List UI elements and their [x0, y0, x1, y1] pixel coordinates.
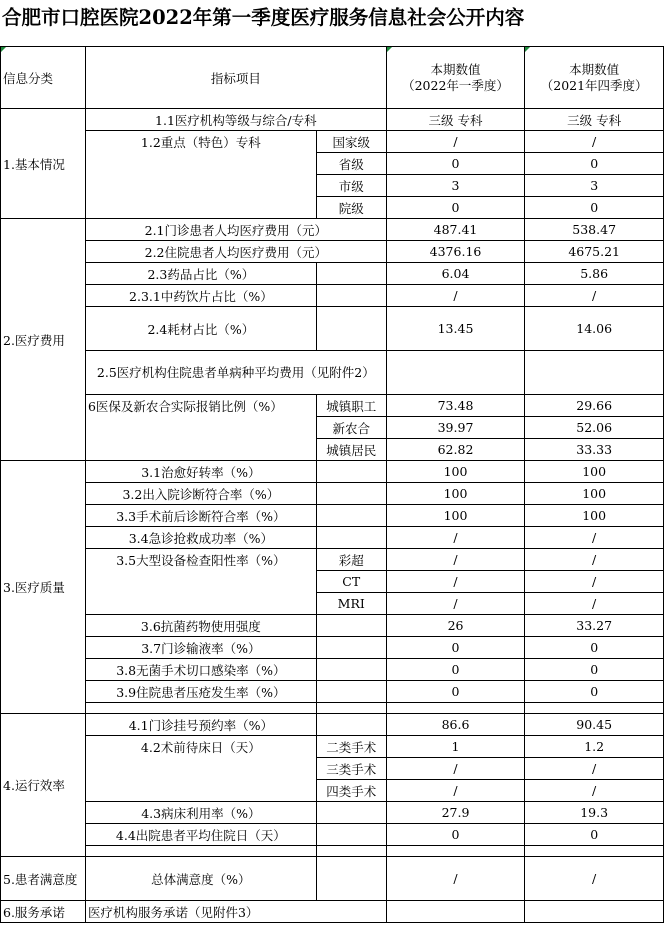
empty-cell [316, 505, 386, 527]
empty-cell [316, 846, 386, 857]
sub-label: 省级 [316, 153, 386, 175]
empty-cell [316, 637, 386, 659]
table-row [1, 824, 664, 846]
sub-label: MRI [316, 593, 386, 615]
indicator-label: 3.9住院患者压疮发生率（%） [85, 681, 316, 703]
table-row [1, 351, 664, 395]
current-value: 73.48 [386, 395, 525, 417]
table-row [1, 615, 664, 637]
sub-label: 市级 [316, 175, 386, 197]
previous-value: 5.86 [525, 263, 664, 285]
table-row [1, 549, 664, 571]
empty-cell [316, 307, 386, 351]
category-cell: 3.医疗质量 [1, 461, 86, 714]
previous-value: 0 [525, 197, 664, 219]
header-current-period: （2022年一季度） [402, 77, 509, 93]
current-value: 62.82 [386, 439, 525, 461]
current-value: 0 [386, 824, 525, 846]
current-value [386, 351, 525, 395]
previous-value: 33.33 [525, 439, 664, 461]
header-row [1, 47, 664, 109]
previous-value: 1.2 [525, 736, 664, 758]
empty-cell [386, 846, 525, 857]
table-row [1, 219, 664, 241]
current-value: 100 [386, 461, 525, 483]
previous-value: / [525, 285, 664, 307]
current-value: 1 [386, 736, 525, 758]
current-value: 4376.16 [386, 241, 525, 263]
current-value: 0 [386, 197, 525, 219]
empty-cell [316, 461, 386, 483]
indicator-label: 2.3.1中药饮片占比（%） [85, 285, 316, 307]
indicator-label: 2.5医疗机构住院患者单病种平均费用（见附件2） [85, 351, 386, 395]
previous-value [525, 901, 664, 923]
sub-label: 城镇居民 [316, 439, 386, 461]
sub-label: 二类手术 [316, 736, 386, 758]
indicator-label: 3.5大型设备检查阳性率（%） [85, 549, 316, 615]
header-current-label: 本期数值 [430, 61, 481, 77]
table-row [1, 802, 664, 824]
current-value: / [386, 527, 525, 549]
table-row [1, 109, 664, 131]
indicator-label: 6医保及新农合实际报销比例（%） [85, 395, 316, 461]
empty-cell [316, 824, 386, 846]
empty-cell [316, 703, 386, 714]
category-cell: 2.医疗费用 [1, 219, 86, 461]
current-value: 86.6 [386, 714, 525, 736]
empty-cell [85, 703, 316, 714]
previous-value: 29.66 [525, 395, 664, 417]
previous-value: / [525, 758, 664, 780]
indicator-label: 3.3手术前后诊断符合率（%） [85, 505, 316, 527]
previous-value: 14.06 [525, 307, 664, 351]
previous-value: / [525, 857, 664, 901]
previous-value: 三级 专科 [525, 109, 664, 131]
indicator-label: 4.4出院患者平均住院日（天） [85, 824, 316, 846]
header-previous-period: （2021年四季度） [540, 77, 648, 93]
indicator-label: 医疗机构服务承诺（见附件3） [85, 901, 386, 923]
previous-value: 538.47 [525, 219, 664, 241]
category-cell: 5.患者满意度 [1, 857, 86, 901]
previous-value: 100 [525, 461, 664, 483]
current-value: / [386, 285, 525, 307]
previous-value: 0 [525, 153, 664, 175]
table-row [1, 241, 664, 263]
indicator-label: 4.2术前待床日（天） [85, 736, 316, 802]
table-row [1, 285, 664, 307]
table-row [1, 637, 664, 659]
current-value: 0 [386, 153, 525, 175]
empty-cell [525, 703, 664, 714]
table-row [1, 857, 664, 901]
indicator-label: 总体满意度（%） [85, 857, 316, 901]
previous-value: / [525, 571, 664, 593]
indicator-label: 3.8无菌手术切口感染率（%） [85, 659, 316, 681]
empty-cell [316, 527, 386, 549]
header-previous [525, 47, 664, 109]
previous-value: 3 [525, 175, 664, 197]
previous-value: 0 [525, 659, 664, 681]
previous-value [525, 351, 664, 395]
empty-cell [386, 703, 525, 714]
previous-value: / [525, 549, 664, 571]
indicator-label: 1.1医疗机构等级与综合/专科 [85, 109, 386, 131]
indicator-label: 2.4耗材占比（%） [85, 307, 316, 351]
empty-cell [85, 846, 316, 857]
current-value: 0 [386, 681, 525, 703]
current-value: / [386, 780, 525, 802]
sub-label: 城镇职工 [316, 395, 386, 417]
category-cell: 4.运行效率 [1, 714, 86, 857]
indicator-label: 3.7门诊输液率（%） [85, 637, 316, 659]
current-value: / [386, 131, 525, 153]
previous-value: 0 [525, 824, 664, 846]
current-value: 13.45 [386, 307, 525, 351]
current-value: / [386, 758, 525, 780]
indicator-label: 1.2重点（特色）专科 [85, 131, 316, 219]
previous-value: 0 [525, 681, 664, 703]
empty-cell [316, 659, 386, 681]
table-row [1, 527, 664, 549]
table-row [1, 483, 664, 505]
empty-cell [316, 285, 386, 307]
sub-label: CT [316, 571, 386, 593]
current-value: 100 [386, 505, 525, 527]
indicator-label: 3.4急诊抢救成功率（%） [85, 527, 316, 549]
empty-cell [316, 615, 386, 637]
current-value: 3 [386, 175, 525, 197]
current-value: / [386, 549, 525, 571]
table-row [1, 395, 664, 417]
current-value: 487.41 [386, 219, 525, 241]
sub-label: 国家级 [316, 131, 386, 153]
table-row [1, 505, 664, 527]
table-row [1, 307, 664, 351]
indicator-label: 2.3药品占比（%） [85, 263, 316, 285]
table-row [1, 131, 664, 153]
sub-label: 四类手术 [316, 780, 386, 802]
previous-value: 100 [525, 505, 664, 527]
indicator-label: 3.1治愈好转率（%） [85, 461, 316, 483]
table-row [1, 703, 664, 714]
category-cell: 6.服务承诺 [1, 901, 86, 923]
indicator-label: 3.6抗菌药物使用强度 [85, 615, 316, 637]
table-row [1, 736, 664, 758]
previous-value: 90.45 [525, 714, 664, 736]
current-value: / [386, 593, 525, 615]
indicator-label: 3.2出入院诊断符合率（%） [85, 483, 316, 505]
current-value: 0 [386, 637, 525, 659]
header-previous-label: 本期数值 [569, 61, 620, 77]
header-current [386, 47, 525, 109]
table-row [1, 263, 664, 285]
previous-value: / [525, 593, 664, 615]
table-row [1, 461, 664, 483]
previous-value: 33.27 [525, 615, 664, 637]
current-value: 27.9 [386, 802, 525, 824]
empty-cell [316, 857, 386, 901]
current-value: 6.04 [386, 263, 525, 285]
current-value: / [386, 571, 525, 593]
table-row [1, 901, 664, 923]
current-value: 39.97 [386, 417, 525, 439]
empty-cell [316, 681, 386, 703]
disclosure-table [0, 46, 664, 923]
table-row [1, 846, 664, 857]
current-value [386, 901, 525, 923]
sub-label: 院级 [316, 197, 386, 219]
current-value: 0 [386, 659, 525, 681]
table-row [1, 659, 664, 681]
header-category: 信息分类 [1, 47, 86, 109]
current-value: / [386, 857, 525, 901]
category-cell: 1.基本情况 [1, 109, 86, 219]
current-value: 三级 专科 [386, 109, 525, 131]
current-value: 26 [386, 615, 525, 637]
previous-value: 100 [525, 483, 664, 505]
table-row [1, 714, 664, 736]
previous-value: 52.06 [525, 417, 664, 439]
empty-cell [316, 263, 386, 285]
empty-cell [316, 802, 386, 824]
previous-value: / [525, 527, 664, 549]
empty-cell [316, 483, 386, 505]
indicator-label: 2.1门诊患者人均医疗费用（元） [85, 219, 386, 241]
sub-label: 新农合 [316, 417, 386, 439]
previous-value: / [525, 131, 664, 153]
page-title: 合肥市口腔医院2022年第一季度医疗服务信息社会公开内容 [2, 6, 525, 29]
previous-value: / [525, 780, 664, 802]
sub-label: 三类手术 [316, 758, 386, 780]
indicator-label: 4.1门诊挂号预约率（%） [85, 714, 316, 736]
empty-cell [525, 846, 664, 857]
previous-value: 0 [525, 637, 664, 659]
empty-cell [316, 714, 386, 736]
indicator-label: 4.3病床利用率（%） [85, 802, 316, 824]
table-row [1, 681, 664, 703]
current-value: 100 [386, 483, 525, 505]
previous-value: 19.3 [525, 802, 664, 824]
sub-label: 彩超 [316, 549, 386, 571]
previous-value: 4675.21 [525, 241, 664, 263]
header-indicator: 指标项目 [85, 47, 386, 109]
indicator-label: 2.2住院患者人均医疗费用（元） [85, 241, 386, 263]
